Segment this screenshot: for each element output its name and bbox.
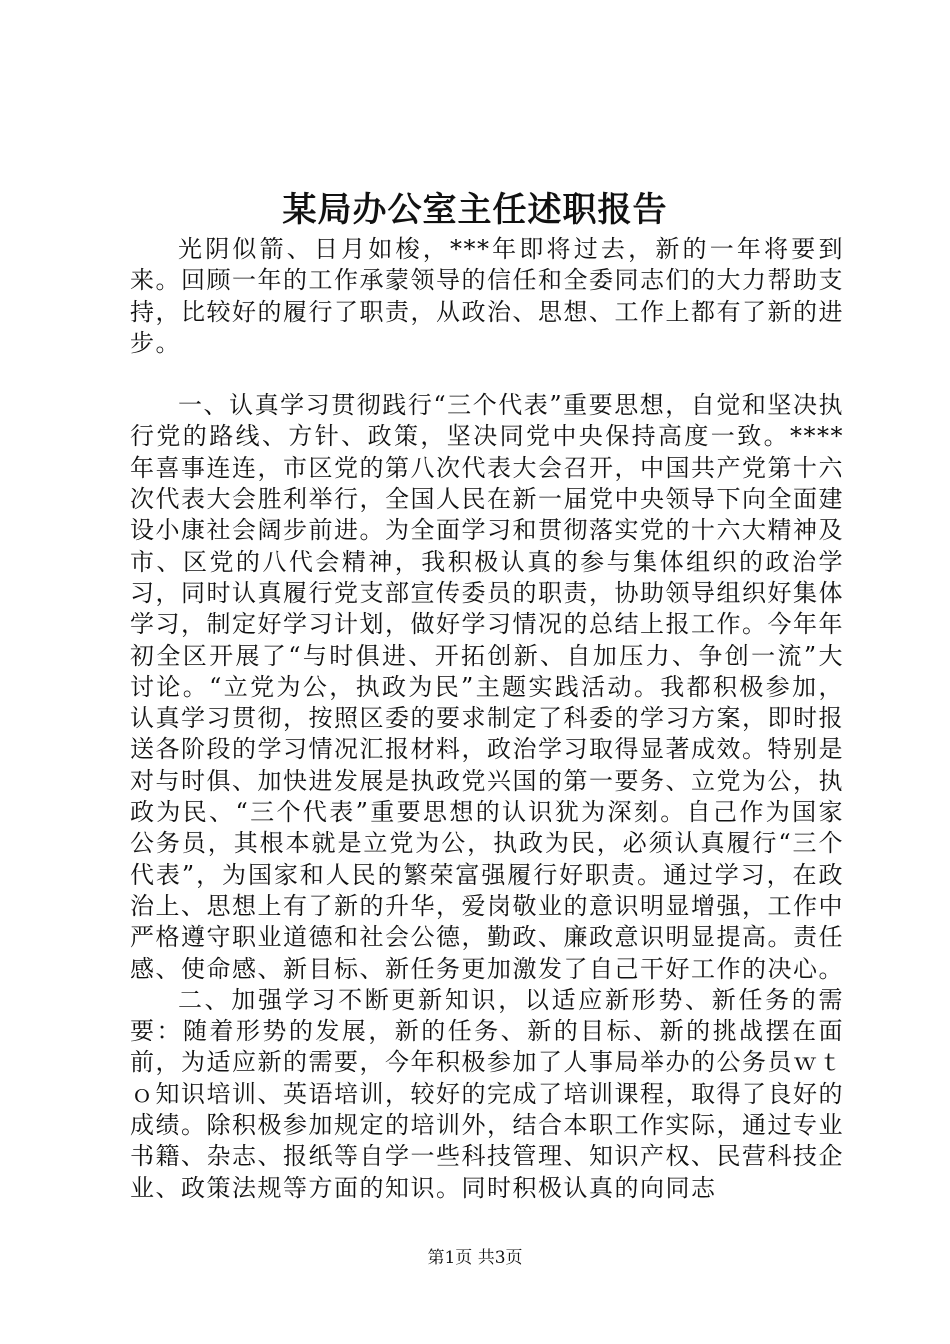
paragraph-intro: 光阴似箭、日月如梭，***年即将过去，新的一年将要到来。回顾一年的工作承蒙领导的信任和全委同志们的大力帮助支持，比较好的履行了职责，从政治、思想、工作上都有了新的进步。 — [130, 235, 844, 357]
document-title: 某局办公室主任述职报告 — [282, 190, 668, 230]
paragraph-section-2: 二、加强学习不断更新知识，以适应新形势、新任务的需要：随着形势的发展，新的任务、新的目标、新的挑战摆在面前，为适应新的需要，今年积极参加了人事局举办的公务员ｗｔｏ知识培训、英语培训，较好的完成了培训课程，取得了良好的成绩。除积极参加规定的培训外，结合本职工作实际，通过专业书籍、杂志、报纸等自学一些科技管理、知识产权、民营科技企业、政策法规等方面的知识。同时积极认真的向同志 — [130, 985, 844, 1202]
paragraph-section-1: 一、认真学习贯彻践行“三个代表”重要思想，自觉和坚决执行党的路线、方针、政策，坚决同党中央保持高度一致。****年喜事连连，市区党的第八次代表大会召开，中国共产党第十六次代表大会胜利举行，全国人民在新一届党中央领导下向全面建设小康社会阔步前进。为全面学习和贯彻落实党的十六大精神及市、区党的八代会精神，我积极认真的参与集体组织的政治学习，同时认真履行党支部宣传委员的职责，协助领导组织好集体学习，制定好学习计划，做好学习情况的总结上报工作。今年年初全区开展了“与时俱进、开拓创新、自加压力、争创一流”大讨论。“立党为公，执政为民”主题实践活动。我都积极参加，认真学习贯彻，按照区委的要求制定了科委的学习方案，即时报送各阶段的学习情况汇报材料，政治学习取得显著成效。特别是对与时俱、加快进发展是执政党兴国的第一要务、立党为公，执政为民、“三个代表”重要思想的认识犹为深刻。自己作为国家公务员，其根本就是立党为公，执政为民，必须认真履行“三个代表”，为国家和人民的繁荣富强履行好职责。通过学习，在政治上、思想上有了新的升华，爱岗敬业的意识明显增强，工作中严格遵守职业道德和社会公德，勤政、廉政意识明显提高。责任感、使命感、新目标、新任务更加激发了自己干好工作的决心。 — [130, 391, 844, 983]
paragraph-spacer — [130, 359, 844, 390]
page-number-footer: 第1页 共3页 — [427, 1248, 523, 1268]
document-body — [130, 234, 844, 1204]
